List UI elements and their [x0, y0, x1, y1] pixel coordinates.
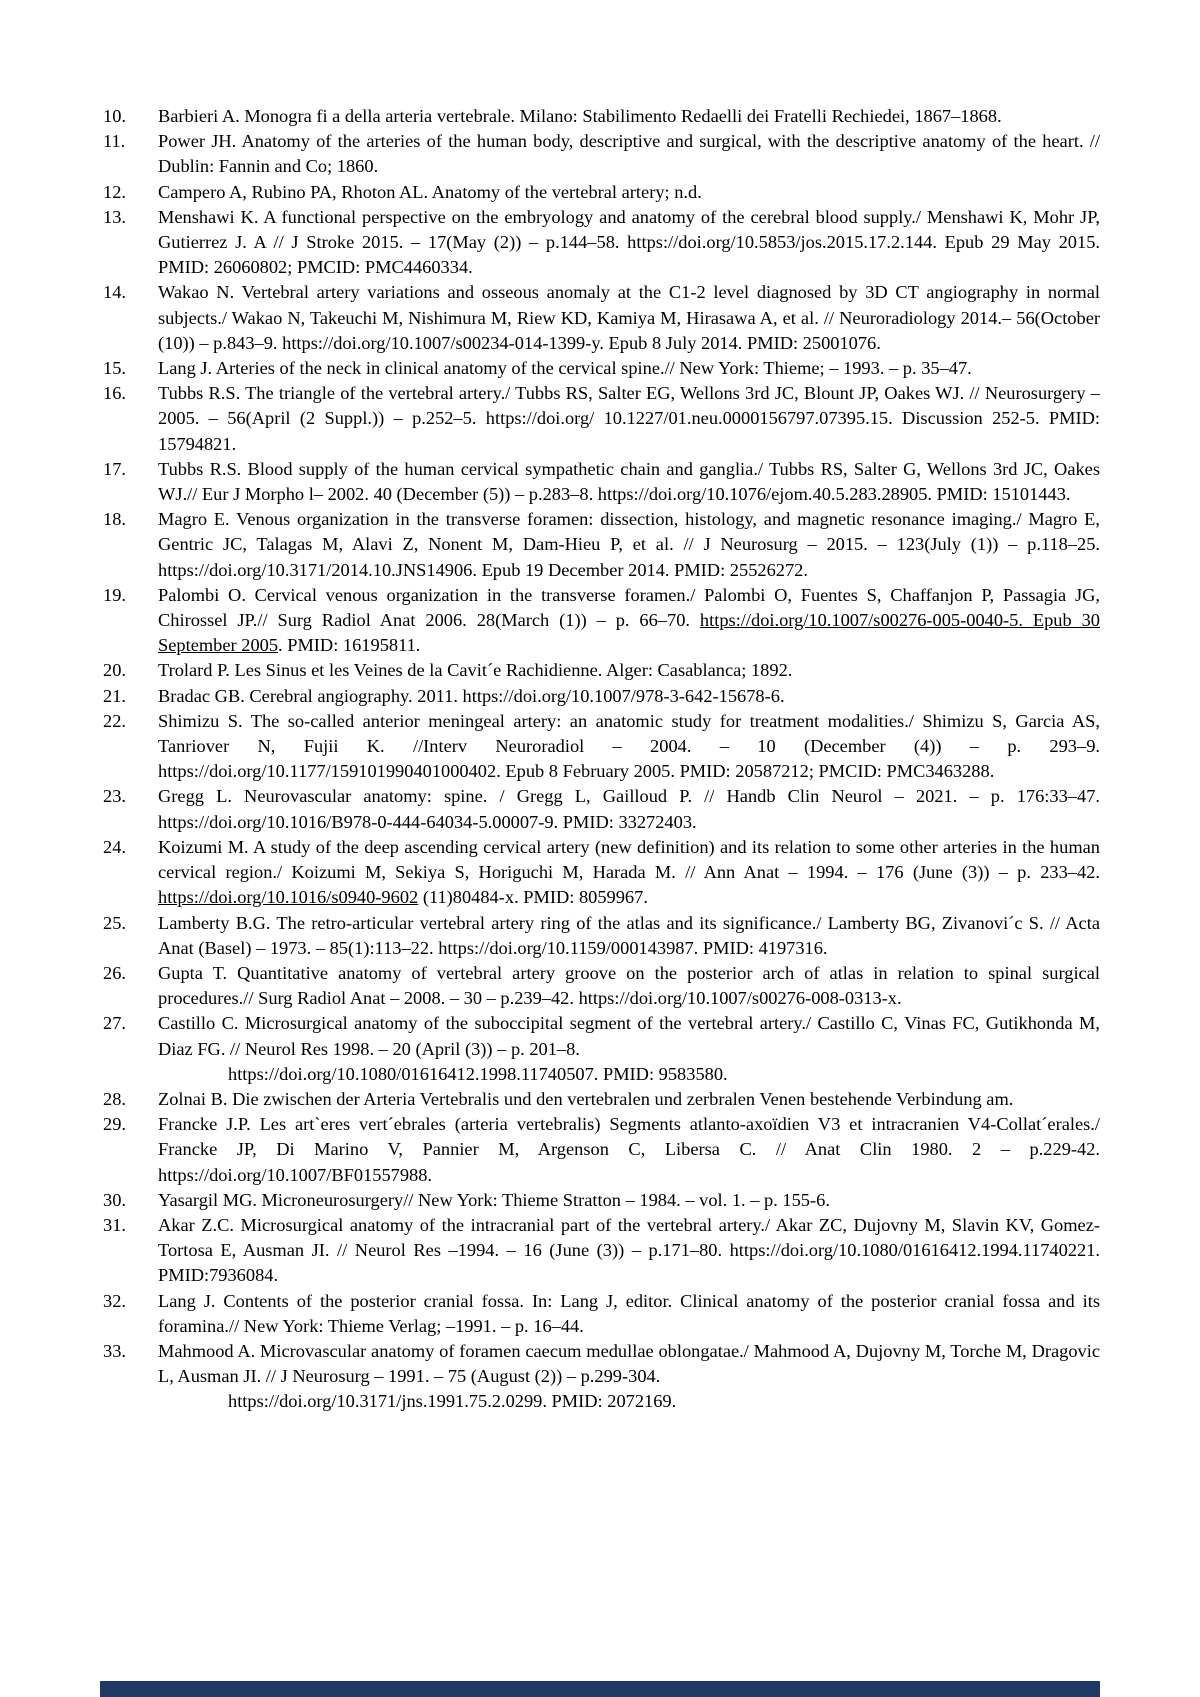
reference-item	[103, 356, 1100, 381]
reference-text	[158, 1011, 1100, 1087]
reference-text-part: Castillo C. Microsurgical anatomy of the suboccipital segment of the vertebral artery./ Castillo C, Vinas FC, Gutikhonda M, Diaz FG. // Neurol Res 1998. – 20 (April (3)) – p. 201–8.	[158, 1013, 1100, 1059]
reference-text-part: Barbieri A. Monogra fi a della arteria vertebrale. Milano: Stabilimento Redaelli dei Fratelli Rechiedei, 1867–1868.	[158, 106, 1002, 126]
reference-text-part: Koizumi M. A study of the deep ascending cervical artery (new definition) and its relation to some other arteries in the human cervical region./ Koizumi M, Sekiya S, Horiguchi M, Harada M. // Ann Anat – 1994. – 176 (June (3)) – p. 233–42.	[158, 836, 1100, 883]
reference-number: 22.	[103, 710, 126, 731]
reference-text-part: Campero A, Rubino PA, Rhoton AL. Anatomy of the vertebral artery; n.d.	[158, 181, 702, 202]
reference-number: 26.	[103, 962, 126, 983]
reference-number: 21.	[103, 685, 126, 706]
reference-number: 13.	[103, 206, 126, 227]
reference-number: 28.	[103, 1088, 126, 1109]
reference-text-part: Francke J.P. Les art`eres vert´ebrales (arteria vertebralis) Segments atlanto-axoïdien V3 et intracranien V4-Collat´erales./ Francke JP, Di Marino V, Pannier M, Argenson C, Libersa C. // Anat Clin 1980. 2 – p.229-42. https://doi.org/10.1007/BF01557988.	[158, 1114, 1100, 1185]
reference-item	[103, 1289, 1100, 1339]
next-page-edge	[100, 1681, 1100, 1697]
reference-item	[103, 583, 1100, 659]
reference-item	[103, 104, 1100, 129]
reference-number: 11.	[103, 131, 126, 152]
reference-item	[103, 911, 1100, 961]
reference-number: 15.	[103, 358, 126, 379]
reference-number: 19.	[103, 584, 126, 605]
reference-number: 29.	[103, 1114, 126, 1135]
reference-text	[158, 1188, 1100, 1213]
reference-number: 10.	[103, 106, 126, 126]
reference-text-part: Akar Z.C. Microsurgical anatomy of the intracranial part of the vertebral artery./ Akar ZC, Dujovny M, Slavin KV, Gomez-Tortosa E, Ausman JI. // Neurol Res –1994. – 16 (June (3)) – p.171–80. https://doi.org/10.1080/01616412.1994.11740221. PMID:7936084.	[158, 1214, 1100, 1286]
reference-number: 31.	[103, 1214, 126, 1235]
reference-text	[158, 104, 1100, 129]
reference-item	[103, 1339, 1100, 1415]
reference-text-part: Gregg L. Neurovascular anatomy: spine. / Gregg L, Gailloud P. // Handb Clin Neurol – 2021. – p. 176:33–47. https://doi.org/10.1016/B978-0-444-64034-5.00007-9. PMID: 33272403.	[158, 786, 1100, 832]
reference-text	[158, 911, 1100, 961]
reference-text-part: Menshawi K. A functional perspective on the embryology and anatomy of the cerebral blood supply./ Menshawi K, Mohr JP, Gutierrez J. A // J Stroke 2015. – 17(May (2)) – p.144–58. https://doi.org/10.5853/jos.2015.17.2.144. Epub 29 May 2015. PMID: 26060802; PMCID: PMC4460334.	[158, 206, 1100, 278]
reference-text-part: Palombi O. Cervical venous organization in the transverse foramen./ Palombi O, Fuentes S, Chaffanjon P, Passagia JG, Chirossel JP.// Surg Radiol Anat 2006. 28(March (1)) – p. 66–70.	[158, 584, 1100, 631]
reference-item	[103, 835, 1100, 911]
reference-number: 17.	[103, 458, 126, 479]
reference-text	[158, 280, 1100, 356]
reference-item	[103, 129, 1100, 179]
reference-number: 25.	[103, 912, 126, 933]
reference-text	[158, 583, 1100, 659]
reference-item	[103, 1087, 1100, 1112]
reference-text-part: Shimizu S. The so-called anterior meningeal artery: an anatomic study for treatment modalities./ Shimizu S, Garcia AS, Tanriover N, Fujii K. //Interv Neuroradiol – 2004. – 10 (December (4)) – p. 293–9. https://doi.org/10.1177/159101990401000402. Epub 8 February 2005. PMID: 20587212; PMCID: PMC3463288.	[158, 710, 1100, 782]
reference-text	[158, 784, 1100, 834]
reference-number: 23.	[103, 786, 126, 807]
reference-text	[158, 709, 1100, 785]
reference-item	[103, 457, 1100, 507]
reference-text	[158, 356, 1100, 381]
reference-text	[158, 129, 1100, 179]
reference-text-part: Yasargil MG. Microneurosurgery// New York: Thieme Stratton – 1984. – vol. 1. – p. 155-6.	[158, 1189, 830, 1210]
reference-text-part: Lamberty B.G. The retro-articular vertebral artery ring of the atlas and its significance./ Lamberty BG, Zivanovi´c S. // Acta Anat (Basel) – 1973. – 85(1):113–22. https://doi.org/10.1159/000143987. PMID: 4197316.	[158, 912, 1100, 958]
reference-item	[103, 1011, 1100, 1087]
reference-text-part: Wakao N. Vertebral artery variations and osseous anomaly at the C1-2 level diagnosed by 3D CT angiography in normal subjects./ Wakao N, Takeuchi M, Nishimura M, Riew KD, Kamiya M, Hirasawa A, et al. // Neuroradiology 2014.– 56(October (10)) – p.843–9. https://doi.org/10.1007/s00234-014-1399-y. Epub 8 July 2014. PMID: 25001076.	[158, 282, 1100, 353]
reference-item	[103, 1213, 1100, 1289]
reference-number: 12.	[103, 181, 126, 202]
reference-text-part: https://doi.org/10.3171/jns.1991.75.2.0299. PMID: 2072169.	[228, 1391, 677, 1412]
reference-item	[103, 180, 1100, 205]
reference-item	[103, 507, 1100, 583]
reference-number: 30.	[103, 1189, 126, 1210]
reference-text	[158, 381, 1100, 457]
reference-text	[158, 961, 1100, 1011]
reference-text	[158, 1087, 1100, 1112]
reference-text-part: Lang J. Contents of the posterior cranial fossa. In: Lang J, editor. Clinical anatomy of the posterior cranial fossa and its foramina.// New York: Thieme Verlag; –1991. – p. 16–44.	[158, 1290, 1100, 1336]
reference-text	[158, 1289, 1100, 1339]
reference-text	[158, 507, 1100, 583]
reference-text-part: Trolard P. Les Sinus et les Veines de la Cavit´e Rachidienne. Alger: Casablanca; 1892.	[158, 660, 793, 681]
reference-item	[103, 658, 1100, 683]
reference-text-part: Tubbs R.S. Blood supply of the human cervical sympathetic chain and ganglia./ Tubbs RS, Salter G, Wellons 3rd JC, Oakes WJ.// Eur J Morpho l– 2002. 40 (December (5)) – p.283–8. https://doi.org/10.1076/ejom.40.5.283.28905. PMID: 15101443.	[158, 458, 1100, 505]
reference-item	[103, 684, 1100, 709]
reference-list	[103, 104, 1100, 1415]
reference-item	[103, 709, 1100, 785]
reference-item	[103, 784, 1100, 834]
reference-text-part: https://doi.org/10.1080/01616412.1998.11740507. PMID: 9583580.	[228, 1063, 728, 1084]
reference-number: 32.	[103, 1290, 126, 1311]
reference-number: 33.	[103, 1340, 126, 1361]
reference-text	[158, 684, 1100, 709]
reference-item	[103, 381, 1100, 457]
reference-item	[103, 1188, 1100, 1213]
reference-text-part: . PMID: 16195811.	[278, 635, 421, 656]
doi-link[interactable]: https://doi.org/10.1016/s0940-9602	[158, 887, 419, 908]
reference-text-part: Zolnai B. Die zwischen der Arteria Vertebralis und den vertebralen und zerbralen Venen bestehende Verbindung am.	[158, 1088, 1014, 1109]
doi-link[interactable]: https://doi.org/10.1007/s00276-005-0040-5. Epub 30 September 2005	[158, 610, 1100, 656]
reference-text	[158, 180, 1100, 205]
reference-text	[158, 1339, 1100, 1415]
reference-number: 24.	[103, 836, 126, 857]
reference-item	[103, 961, 1100, 1011]
reference-number: 20.	[103, 660, 126, 681]
reference-text	[158, 205, 1100, 281]
reference-text-part: Bradac GB. Cerebral angiography. 2011. https://doi.org/10.1007/978-3-642-15678-6.	[158, 685, 785, 706]
reference-item	[103, 1112, 1100, 1188]
reference-text-part: Tubbs R.S. The triangle of the vertebral artery./ Tubbs RS, Salter EG, Wellons 3rd JC, Blount JP, Oakes WJ. // Neurosurgery – 2005. – 56(April (2 Suppl.)) – p.252–5. https://doi.org/ 10.1227/01.neu.0000156797.07395.15. Discussion 252-5. PMID: 15794821.	[158, 383, 1100, 454]
reference-number: 16.	[103, 383, 126, 404]
reference-text-part: Magro E. Venous organization in the transverse foramen: dissection, histology, and magnetic resonance imaging./ Magro E, Gentric JC, Talagas M, Alavi Z, Nonent M, Dam-Hieu P, et al. // J Neurosurg – 2015. – 123(July (1)) – p.118–25. https://doi.org/10.3171/2014.10.JNS14906. Epub 19 December 2014. PMID: 25526272.	[158, 509, 1100, 580]
reference-number: 18.	[103, 509, 126, 530]
reference-text	[158, 835, 1100, 911]
reference-text	[158, 658, 1100, 683]
reference-text	[158, 1213, 1100, 1289]
reference-text-part: (11)80484-x. PMID: 8059967.	[418, 887, 648, 908]
reference-text	[158, 457, 1100, 507]
reference-number: 27.	[103, 1013, 126, 1034]
reference-item	[103, 280, 1100, 356]
reference-text	[158, 1112, 1100, 1188]
reference-text-part: Gupta T. Quantitative anatomy of vertebral artery groove on the posterior arch of atlas in relation to spinal surgical procedures.// Surg Radiol Anat – 2008. – 30 – p.239–42. https://doi.org/10.1007/s00276-008-0313-x.	[158, 962, 1100, 1009]
reference-text-part: Mahmood A. Microvascular anatomy of foramen caecum medullae oblongatae./ Mahmood A, Dujovny M, Torche M, Dragovic L, Ausman JI. // J Neurosurg – 1991. – 75 (August (2)) – p.299-304.	[158, 1340, 1100, 1387]
reference-number: 14.	[103, 282, 126, 303]
reference-text-part: Power JH. Anatomy of the arteries of the human body, descriptive and surgical, with the descriptive anatomy of the heart. // Dublin: Fannin and Co; 1860.	[158, 131, 1100, 177]
reference-item	[103, 205, 1100, 281]
reference-text-part: Lang J. Arteries of the neck in clinical anatomy of the cervical spine.// New York: Thieme; – 1993. – p. 35–47.	[158, 358, 972, 379]
